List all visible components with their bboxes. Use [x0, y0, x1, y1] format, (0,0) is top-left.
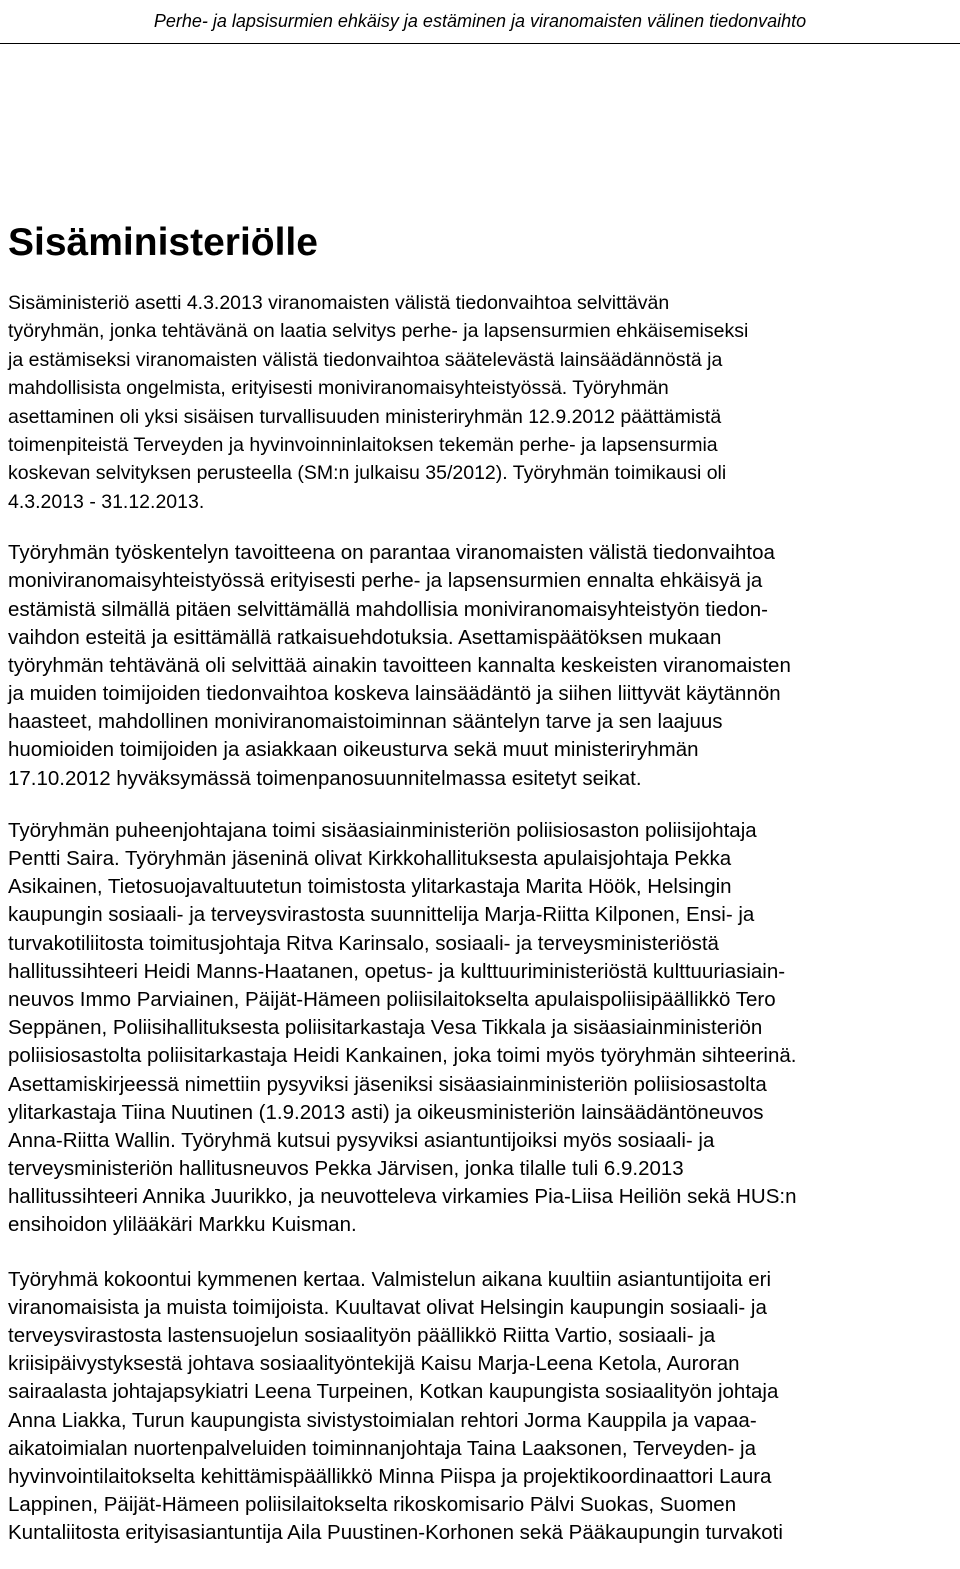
document-title: Sisäministeriölle: [8, 221, 318, 264]
paragraph-line: Työryhmän työskentelyn tavoitteena on parantaa viranomaisten välistä tiedonvaihtoa: [8, 541, 775, 565]
paragraph-members: [8, 817, 956, 1240]
paragraph-line: 4.3.2013 - 31.12.2013.: [8, 490, 205, 513]
paragraph-line: Asikainen, Tietosuojavaltuutetun toimistosta ylitarkastaja Marita Höök, Helsingin: [8, 875, 732, 899]
paragraph-line: haasteet, mahdollinen moniviranomaistoiminnan sääntelyn tarve ja sen laajuus: [8, 710, 723, 734]
paragraph-line: työryhmän, jonka tehtävänä on laatia selvitys perhe- ja lapsensurmien ehkäisemiseksi: [8, 320, 749, 343]
paragraph-objectives: [8, 539, 956, 793]
paragraph-spacer: [8, 1240, 956, 1266]
paragraph-line: ylitarkastaja Tiina Nuutinen (1.9.2013 asti) ja oikeusministeriön lainsäädäntöneuvos: [8, 1100, 764, 1124]
paragraph-line: hallitussihteeri Annika Juurikko, ja neuvotteleva virkamies Pia-Liisa Heiliön sekä HUS:n: [8, 1185, 797, 1209]
paragraph-line: Lappinen, Päijät-Hämeen poliisilaitokselta rikoskomisario Pälvi Suokas, Suomen: [8, 1493, 737, 1517]
paragraph-line: kriisipäivystyksestä johtava sosiaalityöntekijä Kaisu Marja-Leena Ketola, Auroran: [8, 1352, 740, 1376]
paragraph-line: moniviranomaisyhteistyössä erityisesti perhe- ja lapsensurmien ennalta ehkäisyä ja: [8, 569, 763, 593]
paragraph-line: koskevan selvityksen perusteella (SM:n julkaisu 35/2012). Työryhmän toimikausi oli: [8, 462, 727, 485]
paragraph-line: työryhmän tehtävänä oli selvittää ainakin tavoitteen kannalta keskeisten viranomaisten: [8, 653, 791, 677]
paragraph-spacer: [8, 793, 956, 817]
paragraph-line: ensihoidon ylilääkäri Markku Kuisman.: [8, 1213, 357, 1237]
paragraph-line: Kuntaliitosta erityisasiantuntija Aila Puustinen-Korhonen sekä Pääkaupungin turvakoti: [8, 1521, 783, 1545]
paragraph-line: Työryhmä kokoontui kymmenen kertaa. Valmistelun aikana kuultiin asiantuntijoita eri: [8, 1267, 772, 1291]
paragraph-line: estämistä silmällä pitäen selvittämällä mahdollisia moniviranomaisyhteistyön tiedon-: [8, 597, 768, 621]
paragraph-appointment: [8, 289, 956, 516]
paragraph-line: Työryhmän puheenjohtajana toimi sisäasiainministeriön poliisiosaston poliisijohtaja: [8, 818, 757, 842]
paragraph-line: mahdollisista ongelmista, erityisesti moniviranomaisyhteistyössä. Työryhmän: [8, 377, 669, 400]
paragraph-consulted-experts: [8, 1266, 956, 1548]
paragraph-line: turvakotiliitosta toimitusjohtaja Ritva Karinsalo, sosiaali- ja terveysministeriöstä: [8, 931, 719, 955]
paragraph-line: poliisiosastolta poliisitarkastaja Heidi Kankainen, joka toimi myös työryhmän sihteerinä.: [8, 1044, 797, 1068]
paragraph-line: Pentti Saira. Työryhmän jäseninä olivat Kirkkohallituksesta apulaisjohtaja Pekka: [8, 847, 732, 870]
paragraph-line: sairaalasta johtajapsykiatri Leena Turpeinen, Kotkan kaupungista sosiaalityön johtaja: [8, 1380, 779, 1404]
paragraph-line: Sisäministeriö asetti 4.3.2013 viranomaisten välistä tiedonvaihtoa selvittävän: [8, 292, 670, 314]
paragraph-line: aikatoimialan nuortenpalveluiden toiminnanjohtaja Taina Laaksonen, Terveyden- ja: [8, 1436, 756, 1460]
paragraph-line: ja muiden toimijoiden tiedonvaihtoa koskeva lainsäädäntö ja siihen liittyvät käytännön: [8, 682, 781, 706]
paragraph-line: vaihdon esteitä ja esittämällä ratkaisuehdotuksia. Asettamispäätöksen mukaan: [8, 625, 722, 649]
paragraph-line: terveysvirastosta lastensuojelun sosiaalityön päällikkö Riitta Vartio, sosiaali- ja: [8, 1324, 716, 1347]
header-divider: [0, 43, 960, 44]
paragraph-line: terveysministeriön hallitusneuvos Pekka Järvisen, jonka tilalle tuli 6.9.2013: [8, 1157, 684, 1181]
paragraph-line: Seppänen, Poliisihallituksesta poliisitarkastaja Vesa Tikkala ja sisäasiainministeriön: [8, 1016, 763, 1040]
paragraph-line: toimenpiteistä Terveyden ja hyvinvoinninlaitoksen tekemän perhe- ja lapsensurmia: [8, 433, 718, 456]
paragraph-spacer: [8, 516, 956, 539]
paragraph-line: hyvinvointilaitokselta kehittämispäällikkö Minna Piispa ja projektikoordinaattori Laura: [8, 1464, 772, 1488]
paragraph-line: 17.10.2012 hyväksymässä toimenpanosuunnitelmassa esitetyt seikat.: [8, 766, 642, 790]
paragraph-line: huomioiden toimijoiden ja asiakkaan oikeusturva sekä muut ministeriryhmän: [8, 738, 699, 762]
paragraph-line: Asettamiskirjeessä nimettiin pysyviksi jäseniksi sisäasiainministeriön poliisiosastolta: [8, 1072, 767, 1096]
running-header: Perhe- ja lapsisurmien ehkäisy ja estäminen ja viranomaisten välinen tiedonvaihto: [153, 11, 807, 31]
paragraph-line: ja estämiseksi viranomaisten välistä tiedonvaihtoa säätelevästä lainsäädännöstä ja: [8, 348, 723, 371]
paragraph-line: Anna-Riitta Wallin. Työryhmä kutsui pysyviksi asiantuntijoiksi myös sosiaali- ja: [8, 1128, 715, 1152]
paragraph-line: Anna Liakka, Turun kaupungista sivistystoimialan rehtori Jorma Kauppila ja vapaa-: [8, 1408, 757, 1432]
paragraph-line: hallitussihteeri Heidi Manns-Haatanen, opetus- ja kulttuuriministeriöstä kulttuuriasiain-: [8, 959, 786, 983]
document-body: [8, 289, 956, 1548]
paragraph-line: viranomaisista ja muista toimijoista. Kuultavat olivat Helsingin kaupungin sosiaali- ja: [8, 1295, 767, 1319]
paragraph-line: kaupungin sosiaali- ja terveysvirastosta suunnittelija Marja-Riitta Kilponen, Ensi- ja: [8, 903, 755, 927]
paragraph-line: asettaminen oli yksi sisäisen turvallisuuden ministeriryhmän 12.9.2012 päättämistä: [8, 405, 722, 428]
paragraph-line: neuvos Immo Parviainen, Päijät-Hämeen poliisilaitokselta apulaispoliisipäällikkö Tero: [8, 987, 776, 1011]
